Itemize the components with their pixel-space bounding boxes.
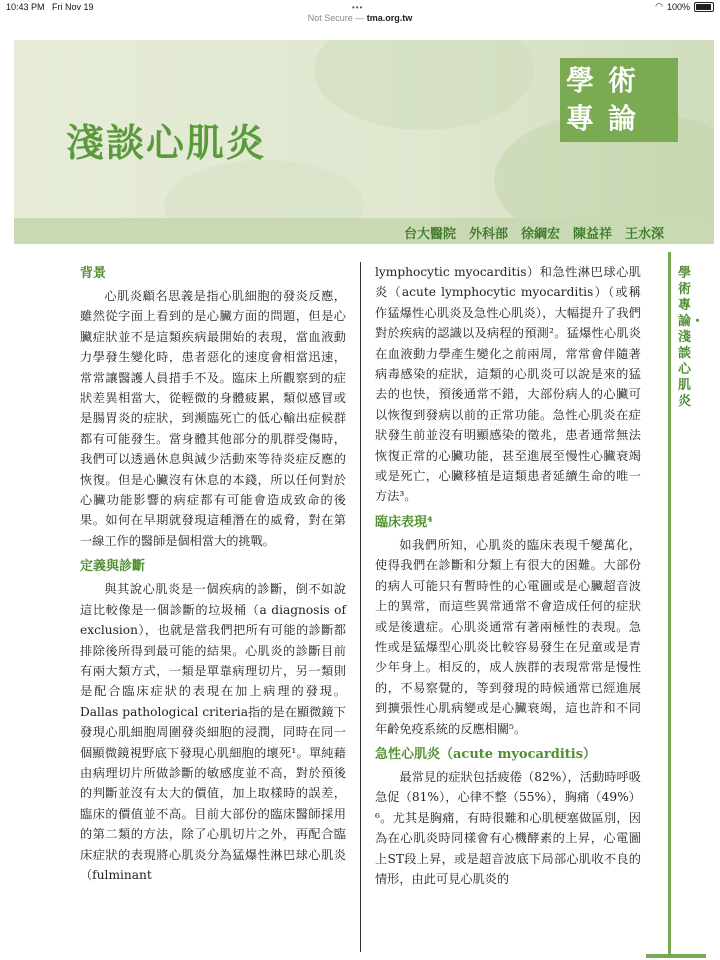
- sidebar-label: 學術專論・淺談心肌炎: [678, 266, 705, 409]
- article-title: 淺談心肌炎: [66, 120, 267, 165]
- leaf-decoration: [164, 160, 364, 218]
- paragraph: 如我們所知，心肌炎的臨床表現千變萬化，使得我們在診斷和分類上有很大的困難。大部份的病人可能只有暫時性的心電圖或是心臟超音波上的異常，而這些異常通常不會造成任何的症狀或是後遺症。心肌炎通常有著兩極性的表現。急性或是猛爆型心肌炎比較容易發生在兒童或是青少年身上。相反的，成人族群的表現常常是慢性的，不易察覺的，等到發現的時候通常已經進展到擴張性心肌病變或是心臟衰竭，這也許和不同年齡免疫系統的反應相關⁵。: [375, 537, 641, 736]
- battery-icon: [694, 2, 714, 12]
- not-secure-label: Not Secure —: [307, 13, 365, 23]
- paragraph: lymphocytic myocarditis）和急性淋巴球心肌炎（acute lymphocytic myocarditis）（或稱作猛爆性心肌炎及急性心肌炎），大幅提升了我們對於疾病的認識以及病程的預測²。猛爆性心肌炎在血液動力學產生變化之前兩周，常常會伴隨著病毒感染的症狀，這類的心肌炎可以說是來的猛去的也快，預後通常不錯，大部份病人的心臟可以恢復到發病以前的正常功能。急性心肌炎在症狀發生前並沒有明顯感染的徵兆，患者通常無法恢復正常的心臟功能，甚至進展至慢性心臟衰竭或是死亡，心臟移植是這類患者延續生命的唯一方法³。: [375, 265, 641, 504]
- status-bar: [0, 0, 720, 14]
- author-bar: [14, 218, 714, 244]
- academic-logo: [560, 58, 678, 142]
- status-right: [655, 1, 714, 12]
- paragraph: 最常見的症狀包括疲倦（82%），活動時呼吸急促（81%），心律不整（55%），胸痛（49%）⁶。尤其是胸痛，有時很難和心肌梗塞做區別，因為在心肌炎時同樣會有心機酵素的上昇，心電圖上ST段上昇，或是超音波底下局部心肌收不良的情形，由此可見心肌炎的: [375, 769, 641, 886]
- status-time: 10:43 PM: [6, 2, 45, 12]
- sidebar-divider: [668, 252, 671, 957]
- column-right: [375, 262, 641, 889]
- battery-percent: 100%: [666, 1, 690, 12]
- article-page: [0, 26, 720, 960]
- more-dots-icon[interactable]: •••: [352, 3, 364, 12]
- leaf-decoration: [314, 40, 534, 130]
- status-date: Fri Nov 19: [52, 2, 94, 12]
- paragraph: 與其說心肌炎是一個疾病的診斷，倒不如說這比較像是一個診斷的垃圾桶（a diagnosis of exclusion），也就是當我們把所有可能的診斷都排除後所得到最可能的結果。心肌炎的診斷目前有兩大類方式，一類是單靠病理切片，另一類則是配合臨床症狀的表現在加上病理的發現。Dallas pathological criteria指的是在顯微鏡下發現心肌細胞周圍發炎細胞的浸潤，同時在同一個顯微鏡視野底下發現心肌細胞的壞死¹。單純藉由病理切片所做診斷的敏感度並不高，對於預後的判斷並沒有太大的價值，加上取樣時的誤差，臨床的價值並不高。目前大部份的臨床醫師採用的第二類的方法，除了心肌切片之外，再配合臨床症狀的表現將心肌炎分為猛爆性淋巴球心肌炎（fulminant: [80, 582, 346, 882]
- wifi-icon: ◠: [655, 1, 663, 11]
- footer-accent: [646, 954, 706, 958]
- paragraph: 心肌炎顧名思義是指心肌細胞的發炎反應，雖然從字面上看到的是心臟方面的問題，但是心臟症狀並不是這類疾病最開始的表現，當血液動力學發生變化時，患者惡化的速度會相當迅速，常常讓醫護人員措手不及。臨床上所觀察到的症狀差異相當大，從輕微的身體疲累，類似感冒或是腸胃炎的症狀，到瀕臨死亡的低心輸出症候群都有可能發生。當身體其他部分的肌群受傷時，我們可以透過休息與減少活動來等待炎症反應的恢復。但是心臟沒有休息的本錢，所以任何對於心臟功能影響的病症都有可能會造成致命的後果。如何在早期就發現這種潛在的威脅，對在第一線工作的醫師是個相當大的挑戰。: [80, 289, 346, 548]
- column-divider: [360, 262, 361, 952]
- logo-line1: 學術: [566, 64, 651, 97]
- author-list: 台大醫院 外科部 徐綱宏 陳益祥 王水深: [403, 227, 664, 242]
- logo-line2: 專論: [566, 102, 651, 135]
- address-bar[interactable]: [0, 13, 720, 23]
- heading-clinical: 臨床表現⁴: [375, 514, 433, 530]
- column-left: [80, 262, 346, 885]
- heading-definition: 定義與診斷: [80, 559, 146, 575]
- heading-background: 背景: [80, 266, 107, 281]
- address-host: tma.org.tw: [366, 13, 413, 23]
- heading-acute: 急性心肌炎（acute myocarditis）: [375, 746, 597, 762]
